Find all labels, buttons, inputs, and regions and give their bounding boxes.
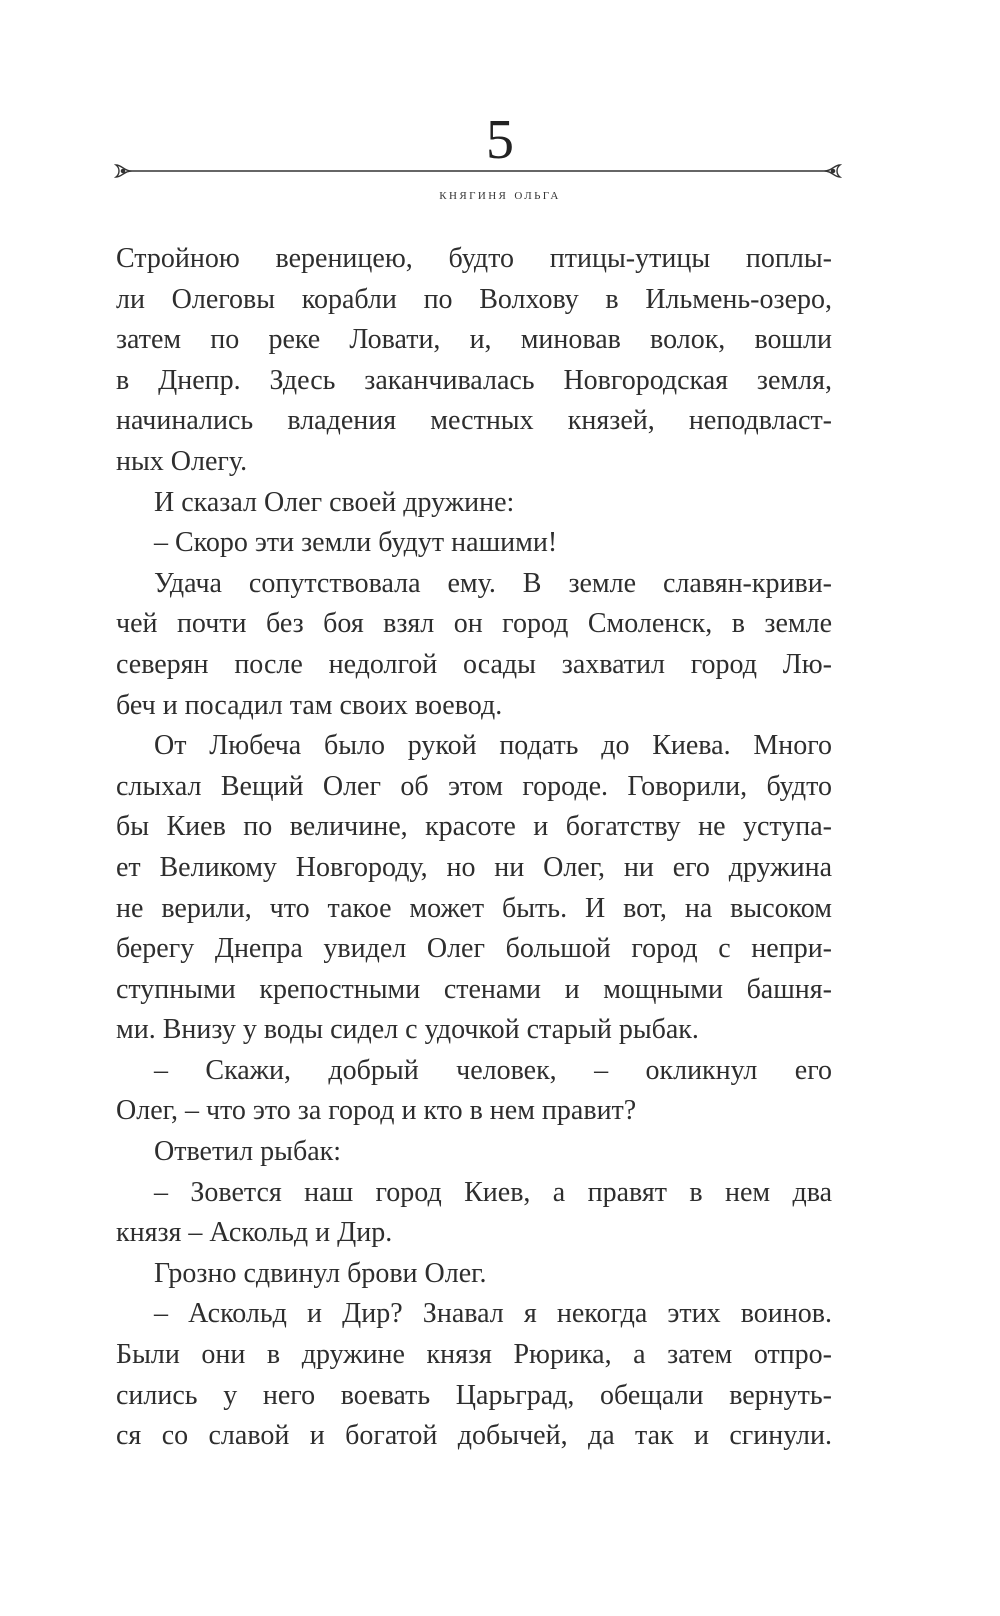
page-number: 5 [486, 109, 514, 171]
text-line: От Любеча было рукой подать до Киева. Много [154, 730, 832, 762]
text-line: – Аскольд и Дир? Знавал я некогда этих воинов. [154, 1298, 832, 1330]
running-head: княгиня ольга [439, 187, 561, 203]
rule-left-flourish [116, 165, 132, 177]
text-line: северян после недолгой осады захватил город Лю- [116, 648, 832, 680]
text-line: бы Киев по величине, красоте и богатству не уступа- [116, 811, 832, 843]
text-line: в Днепр. Здесь заканчивалась Новгородская земля, [116, 364, 832, 396]
text-line: ступными крепостными стенами и мощными башня- [116, 973, 832, 1005]
text-line: Грозно сдвинул брови Олег. [154, 1257, 487, 1289]
text-line: чей почти без боя взял он город Смоленск, в земле [116, 608, 832, 640]
text-line: Ответил рыбак: [154, 1136, 342, 1168]
text-line: князя – Аскольд и Дир. [116, 1217, 393, 1249]
text-line: ми. Внизу у воды сидел с удочкой старый рыбак. [116, 1014, 699, 1046]
text-line: – Скоро эти земли будут нашими! [154, 527, 558, 559]
text-line: ли Олеговы корабли по Волхову в Ильмень-озеро, [116, 283, 832, 315]
body-text [116, 239, 832, 1457]
text-line: Стройною вереницею, будто птицы-утицы поплы- [116, 243, 832, 274]
ornamental-rule [114, 162, 842, 188]
text-line: Олег, – что это за город и кто в нем правит? [116, 1095, 637, 1127]
text-line: – Скажи, добрый человек, – окликнул его [154, 1054, 832, 1086]
text-line: ных Олегу. [116, 445, 248, 477]
text-line: слыхал Вещий Олег об этом городе. Говорили, будто [116, 770, 832, 802]
text-line: Удача сопутствовала ему. В земле славян-криви- [154, 567, 832, 599]
text-line: ся со славой и богатой добычей, да так и сгинули. [116, 1420, 832, 1452]
text-line: сились у него воевать Царьград, обещали вернуть- [116, 1379, 832, 1411]
text-line: берегу Днепра увидел Олег большой город с непри- [116, 933, 832, 965]
text-line: не верили, что такое может быть. И вот, на высоком [116, 892, 832, 924]
text-line: ет Великому Новгороду, но ни Олег, ни его дружина [116, 851, 832, 883]
text-line: затем по реке Ловати, и, миновав волок, вошли [116, 324, 832, 356]
text-line: беч и посадил там своих воевод. [116, 689, 503, 721]
text-line: начинались владения местных князей, неподвласт- [116, 405, 832, 437]
rule-right-flourish [824, 165, 840, 177]
text-line: – Зовется наш город Киев, а правят в нем два [154, 1176, 832, 1208]
text-line: И сказал Олег своей дружине: [154, 486, 515, 518]
text-line: Были они в дружине князя Рюрика, а затем отпро- [116, 1339, 832, 1371]
